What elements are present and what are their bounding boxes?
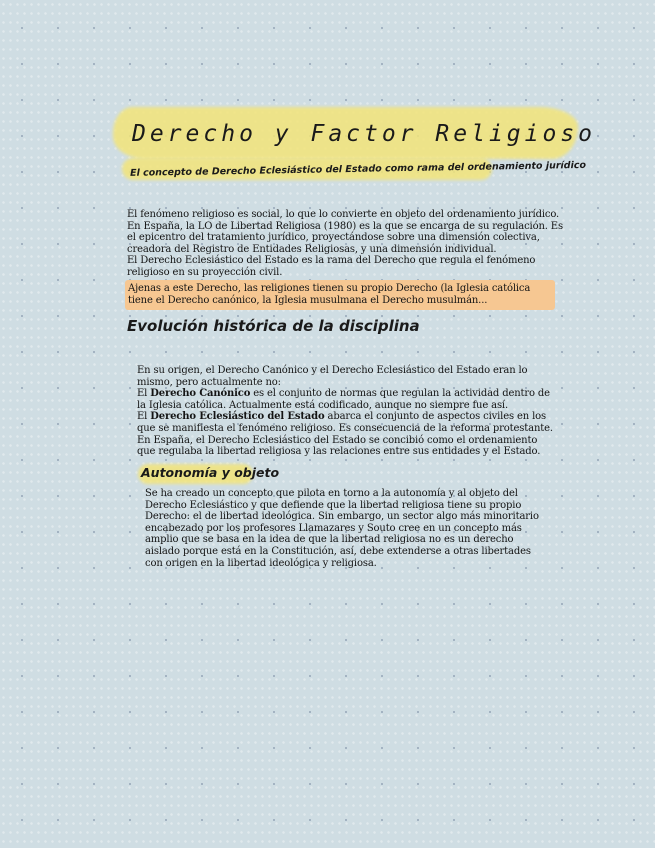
section2-block (145, 488, 550, 569)
section1-paragraph-4: En España, el Derecho Eclesiástico del Estado se concibió como el ordenamiento que regulaba la libertad religiosa y las relaciones entre sus entidades y el Estado. (137, 434, 541, 458)
page-subtitle: El concepto de Derecho Eclesiástico del Estado como rama del ordenamiento jurídico (129, 159, 587, 179)
intro-note-text: Ajenas a este Derecho, las religiones tienen su propio Derecho (la Iglesia católica tiene el Derecho canónico, la Iglesia musulmana el Derecho musulmán... (128, 283, 531, 306)
page-title: Derecho y Factor Religioso (132, 121, 597, 147)
section2-paragraph-1: Se ha creado un concepto que pilota en torno a la autonomía y al objeto del Derecho Eclesiástico y que defiende que la libertad religiosa tiene su propio Derecho: el de libertad ideológica. Sin embargo, un sector algo más minoritario encabezado por los profesores Llamazares y Souto cree en un concepto más amplio que se basa en la idea de que la libertad religiosa no es un derecho aislado porque está en la Constitución, así, debe extenderse a otras libertades con origen en la libertad ideológica y religiosa. (145, 488, 539, 569)
section-heading-autonomia: Autonomía y objeto (141, 465, 280, 480)
term-derecho-canonico: Derecho Canónico (150, 388, 251, 400)
term-derecho-eclesiastico: Derecho Eclesiástico del Estado (150, 411, 325, 423)
intro-block (127, 209, 572, 279)
section1-paragraph-3: El Derecho Eclesiástico del Estado abarca el conjunto de aspectos civiles en los que se manifiesta el fenómeno religioso. Es consecuencia de la reforma protestante. (137, 411, 553, 434)
section1-paragraph-2: El Derecho Canónico es el conjunto de normas que regulan la actividad dentro de la Iglesia católica. Actualmente está codificado, aunque no siempre fue así. (137, 388, 550, 411)
intro-note (128, 283, 553, 306)
section-heading-evolucion: Evolución histórica de la disciplina (127, 317, 420, 335)
intro-paragraph-2: En España, la LO de Libertad Religiosa (1980) es la que se encarga de su regulación. Es el epicentro del tratamiento jurídico, proyectándose sobre una dimensión colectiva, creadora del Registro de Entidades Religiosas, y una dimensión individual. (127, 220, 563, 255)
section1-paragraph-1: En su origen, el Derecho Canónico y el Derecho Eclesiástico del Estado eran lo mismo, pero actualmente no: (137, 365, 528, 388)
section1-block (137, 365, 557, 458)
intro-paragraph-3: El Derecho Eclesiástico del Estado es la rama del Derecho que regula el fenómeno religioso en su proyección civil. (127, 255, 536, 278)
intro-paragraph-1: El fenómeno religioso es social, lo que lo convierte en objeto del ordenamiento jurídico. (127, 209, 560, 220)
